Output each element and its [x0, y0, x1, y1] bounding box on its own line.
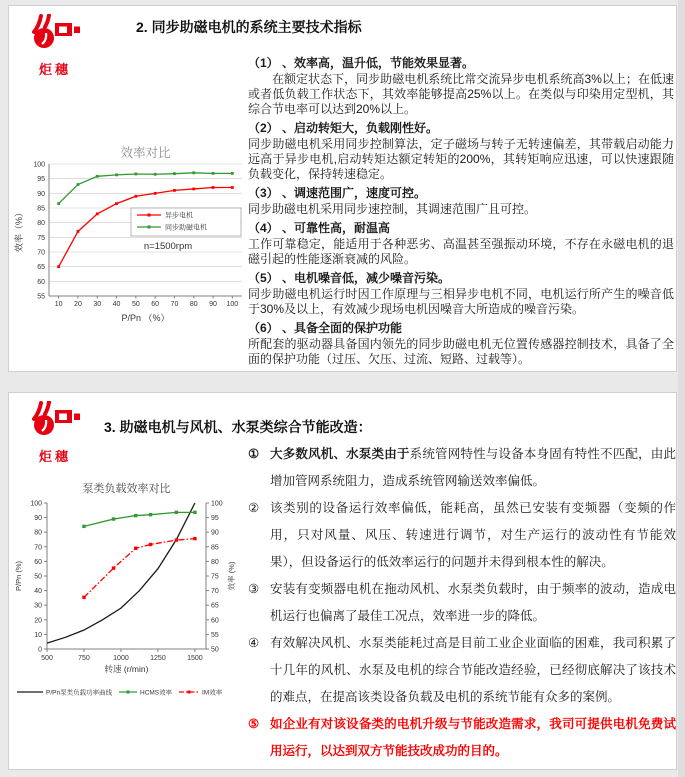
svg-text:750: 750 [78, 655, 90, 662]
svg-text:70: 70 [34, 544, 42, 552]
flame-logo-icon [29, 401, 81, 441]
svg-text:IM效率: IM效率 [202, 689, 223, 697]
svg-text:50: 50 [34, 573, 42, 581]
svg-text:100: 100 [211, 500, 223, 508]
svg-text:70: 70 [170, 301, 179, 308]
spec-body-2: 同步助磁电机采用同步控制算法，定子磁场与转子无转速偏差，其带载启动能力远高于异步电机,启动转矩达额定转矩的200%，其转矩响应迅速，可以快速跟随负载变化，保持转速稳定。 [248, 137, 674, 181]
item-body: 如企业有对该设备类的电机升级与节能改造需求，我司可提供电机免费试用运行，以达到双方节能技改成功的目的。 [270, 717, 676, 758]
svg-text:55: 55 [211, 631, 219, 639]
spec-heading-2: （2） 、启动转矩大，负载刚性好。 [248, 121, 439, 135]
section2-text [248, 441, 676, 765]
svg-text:50: 50 [131, 301, 140, 308]
item-body: 有效解决风机、水泵类能耗过高是目前工业企业面临的困难，我司积累了十几年的风机、水泵及电机的综合节能改造经验，已经彻底解决了该技术的难点，在提高该类设备负载及电机的系统节能有众多的案例。 [270, 636, 676, 704]
logo-text: 炬穗 [38, 62, 71, 77]
svg-text:65: 65 [211, 602, 219, 610]
svg-text:同步助磁电机: 同步助磁电机 [165, 224, 207, 232]
svg-text:30: 30 [34, 602, 42, 610]
svg-text:60: 60 [211, 617, 219, 625]
pump-load-efficiency-chart [13, 479, 238, 701]
svg-text:60: 60 [151, 301, 160, 308]
svg-text:70: 70 [37, 249, 45, 257]
item-number: ⑤ [248, 717, 260, 731]
svg-text:90: 90 [209, 301, 217, 308]
svg-text:65: 65 [37, 264, 45, 272]
section-energy-retrofit [8, 392, 677, 770]
svg-text:效率（%）: 效率（%） [14, 207, 24, 253]
section-tech-specs [8, 5, 677, 372]
svg-text:95: 95 [211, 515, 219, 523]
svg-text:效率对比: 效率对比 [120, 146, 171, 160]
svg-text:55: 55 [37, 293, 45, 301]
svg-text:80: 80 [34, 529, 42, 537]
item-number: ③ [248, 582, 260, 596]
list-item-1 [248, 441, 676, 495]
section1-title: 2. 同步助磁电机的系统主要技术指标 [136, 19, 362, 35]
svg-text:1250: 1250 [150, 655, 166, 662]
item-body: 该类别的设备运行效率偏低，能耗高，虽然已安装有变频器（变频的作用，只对风量、风压、转速进行调节，对生产运行的波动性有节能效果），但设备运行的低效率运行的问题并未得到根本性的解决。 [270, 501, 676, 569]
item-number: ④ [248, 636, 260, 650]
svg-text:85: 85 [211, 544, 219, 552]
svg-text:70: 70 [211, 588, 219, 596]
svg-text:0: 0 [38, 646, 42, 654]
svg-text:60: 60 [34, 558, 42, 566]
svg-text:n=1500rpm: n=1500rpm [143, 241, 193, 252]
svg-text:100: 100 [33, 161, 45, 169]
spec-heading-3: （3） 、调速范围广，速度可控。 [248, 186, 427, 200]
item-body: 大多数风机、水泵类由于系统管网特性与设备本身固有特性不匹配，由此增加管网系统阻力，造成系统管网输送效率偏低。 [270, 447, 676, 488]
svg-text:40: 40 [112, 301, 121, 308]
svg-text:20: 20 [34, 617, 42, 625]
svg-text:P/Pn泵类负载功率曲线: P/Pn泵类负载功率曲线 [46, 689, 113, 697]
efficiency-comparison-chart [13, 144, 248, 326]
spec-body-4: 工作可靠稳定，能适用于各种恶劣、高温甚至强振动环境，不存在永磁电机的退磁引起的性能逐渐衰减的风险。 [248, 237, 674, 266]
company-logo [23, 14, 87, 78]
company-logo-2 [23, 401, 87, 465]
svg-text:75: 75 [37, 234, 45, 242]
svg-text:1000: 1000 [113, 655, 129, 662]
list-item-5-highlight [248, 711, 676, 765]
svg-text:100: 100 [30, 500, 42, 508]
item-body: 安装有变频器电机在拖动风机、水泵类负载时，由于频率的波动，造成电机运行也偏离了最佳工况点，效率进一步的降低。 [270, 582, 676, 623]
svg-text:1500: 1500 [187, 655, 203, 662]
svg-text:20: 20 [74, 301, 82, 308]
list-item-4 [248, 630, 676, 711]
svg-text:60: 60 [37, 278, 45, 286]
svg-text:30: 30 [93, 301, 102, 308]
svg-text:10: 10 [34, 631, 42, 639]
svg-text:40: 40 [34, 588, 42, 596]
spec-body-5: 同步助磁电机运行时因工作原理与三相异步电机不同，电机运行所产生的噪音低于30%及以上，有效减少现场电机因噪音大所造成的噪音污染。 [248, 287, 674, 316]
item-number: ① [248, 447, 260, 461]
svg-text:500: 500 [41, 655, 53, 662]
logo-text: 炬穗 [38, 449, 71, 464]
svg-text:泵类负载效率对比: 泵类负载效率对比 [82, 483, 171, 495]
svg-text:80: 80 [189, 301, 198, 308]
spec-heading-1: （1） 、效率高，温升低，节能效果显著。 [248, 56, 475, 70]
svg-text:HCMS效率: HCMS效率 [140, 689, 173, 697]
spec-heading-4: （4） 、可靠性高，耐温高 [248, 221, 391, 235]
svg-text:90: 90 [34, 515, 42, 523]
svg-text:80: 80 [211, 558, 219, 566]
svg-text:转速 (r/min): 转速 (r/min) [104, 664, 149, 674]
svg-text:P/Pn （%）: P/Pn （%） [121, 313, 170, 323]
spec-body-1: 在额定状态下，同步助磁电机系统比常交流异步电机系统高3%以上；在低速或者低负载工作状态下，其效率能够提高25%以上。在类似与印染用定型机，其综合节电率可以达到20%以上。 [248, 72, 674, 116]
svg-text:90: 90 [37, 190, 45, 198]
svg-text:90: 90 [211, 529, 219, 537]
item-number: ② [248, 501, 260, 515]
spec-heading-6: （6） 、具备全面的保护功能 [248, 321, 403, 335]
svg-text:95: 95 [37, 176, 45, 184]
svg-text:100: 100 [226, 301, 239, 308]
svg-text:75: 75 [211, 573, 219, 581]
spec-heading-5: （5） 、电机噪音低，减少噪音污染。 [248, 271, 451, 285]
svg-text:80: 80 [37, 220, 45, 228]
svg-text:10: 10 [54, 301, 63, 308]
section2-title: 3. 助磁电机与风机、水泵类综合节能改造： [104, 419, 372, 435]
list-item-3 [248, 576, 676, 630]
svg-text:85: 85 [37, 205, 45, 213]
list-item-2 [248, 495, 676, 576]
spec-body-3: 同步助磁电机采用同步速控制，其调速范围广且可控。 [248, 202, 537, 216]
section1-text [248, 52, 674, 367]
svg-text:效率 (%): 效率 (%) [227, 561, 236, 591]
svg-text:异步电机: 异步电机 [165, 212, 193, 220]
svg-text:50: 50 [211, 646, 219, 654]
svg-text:P/Pn (%): P/Pn (%) [14, 560, 23, 592]
spec-body-6: 所配套的驱动器具备国内领先的同步助磁电机无位置传感器控制技术，具备了全面的保护功能（过压、欠压、过流、短路、过载等）。 [248, 337, 674, 366]
item-lead: 大多数风机、水泵类由于 [270, 447, 410, 461]
flame-logo-icon [29, 14, 81, 54]
